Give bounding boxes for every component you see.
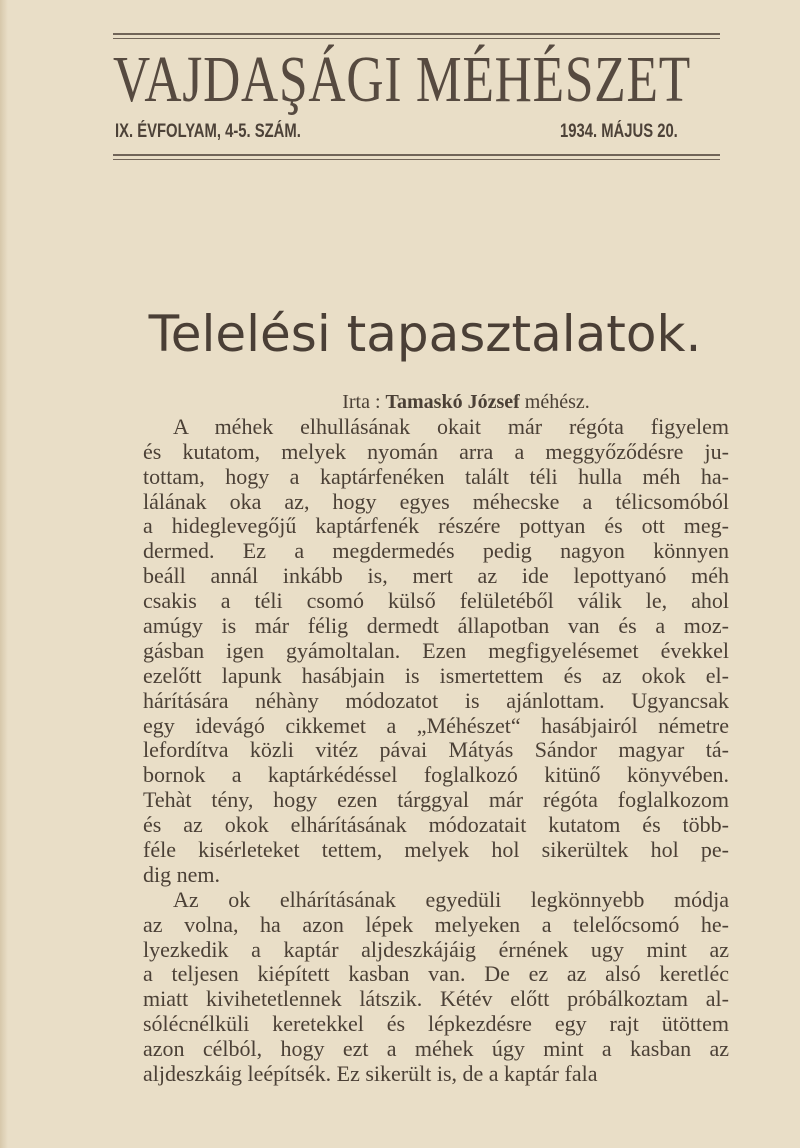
- author-role: méhész.: [524, 391, 590, 413]
- text-line: gásban igen gyámoltalan. Ezen megfigyelésemet évekkel: [143, 637, 729, 663]
- text-line: tottam, hogy a kaptárfenéken talált téli hulla méh ha-: [143, 463, 729, 489]
- text-line: egy idevágó cikkemet a „Méhészet“ hasábjairól németre: [143, 712, 729, 738]
- text-line: és az okok elhárításának módozatait kutatom és több-: [143, 812, 729, 838]
- header-rule-bottom: [113, 154, 720, 156]
- paragraphs: [143, 415, 729, 1087]
- masthead: [113, 43, 720, 116]
- text-line: a hideglevegőjű kaptárfenék részére pottyan és ott meg-: [143, 513, 729, 539]
- header-rule-top-thin: [113, 38, 720, 39]
- masthead-title: VAJDAŞÁGI MÉHÉSZET: [113, 43, 691, 116]
- article-body: [143, 390, 729, 1087]
- text-line: Tehàt tény, hogy ezen tárggyal már régóta foglalkozom: [143, 787, 729, 813]
- text-line: aljdeszkáig leépítsék. Ez sikerült is, de a kaptár fala: [143, 1061, 598, 1087]
- text-line: csakis a téli csomó külső felületéből válik le, ahol: [143, 588, 729, 614]
- text-line: Az ok elhárításának egyedüli legkönnyebb módja: [173, 886, 729, 912]
- text-line: azon célból, hogy ezt a méhek úgy mint a kasban az: [143, 1036, 729, 1062]
- text-line: dermed. Ez a megdermedés pedig nagyon könnyen: [143, 538, 729, 564]
- text-line: lyezkedik a kaptár aljdeszkájáig érnének ugy mint az: [143, 936, 729, 962]
- header-rule-top: [113, 33, 720, 35]
- text-line: féle kisérleteket tettem, melyek hol sikerültek hol pe-: [143, 837, 729, 863]
- page-edge: [0, 0, 8, 1148]
- author-name: Tamaskó József: [385, 391, 520, 413]
- text-line: ezelőtt lapunk hasábjain is ismertettem és az okok el-: [143, 662, 729, 688]
- text-line: sólécnélküli keretekkel és lépkezdésre egy rajt ütöttem: [143, 1011, 729, 1037]
- text-line: amúgy is már félig dermedt állapotban van és a moz-: [143, 613, 729, 639]
- text-line: a teljesen kiépített kasban van. De ez az alsó keretléc: [143, 961, 729, 987]
- text-line: miatt kivihetetlennek látszik. Kétév előtt próbálkoztam al-: [143, 986, 729, 1012]
- text-line: beáll annál inkább is, mert az ide lepottyanó méh: [143, 563, 729, 589]
- article-title: Telelési tapasztalatok.: [148, 305, 702, 363]
- issue-date: 1934. MÁJUS 20.: [560, 121, 678, 142]
- text-line: hárítására néhàny módozatot is ajánlottam. Ugyancsak: [143, 687, 729, 713]
- byline-prefix: Irta :: [342, 391, 381, 413]
- text-line: lefordítva közli vitéz pávai Mátyás Sándor magyar tá-: [143, 737, 729, 763]
- text-line: lálának oka az, hogy egyes méhecske a télicsomóból: [143, 488, 729, 514]
- volume-number: IX. ÉVFOLYAM, 4-5. SZÁM.: [115, 121, 301, 142]
- text-line: bornok a kaptárkédéssel foglalkozó kitünő könyvében.: [143, 762, 729, 788]
- text-line: A méhek elhullásának okait már régóta figyelem: [173, 413, 729, 439]
- text-line: az volna, ha azon lépek melyeken a telelőcsomó he-: [143, 911, 729, 937]
- text-line: dig nem.: [143, 861, 220, 887]
- byline: [143, 390, 729, 415]
- text-line: és kutatom, melyek nyomán arra a meggyőződésre ju-: [143, 438, 729, 464]
- header-rule-bottom-thin: [113, 159, 720, 160]
